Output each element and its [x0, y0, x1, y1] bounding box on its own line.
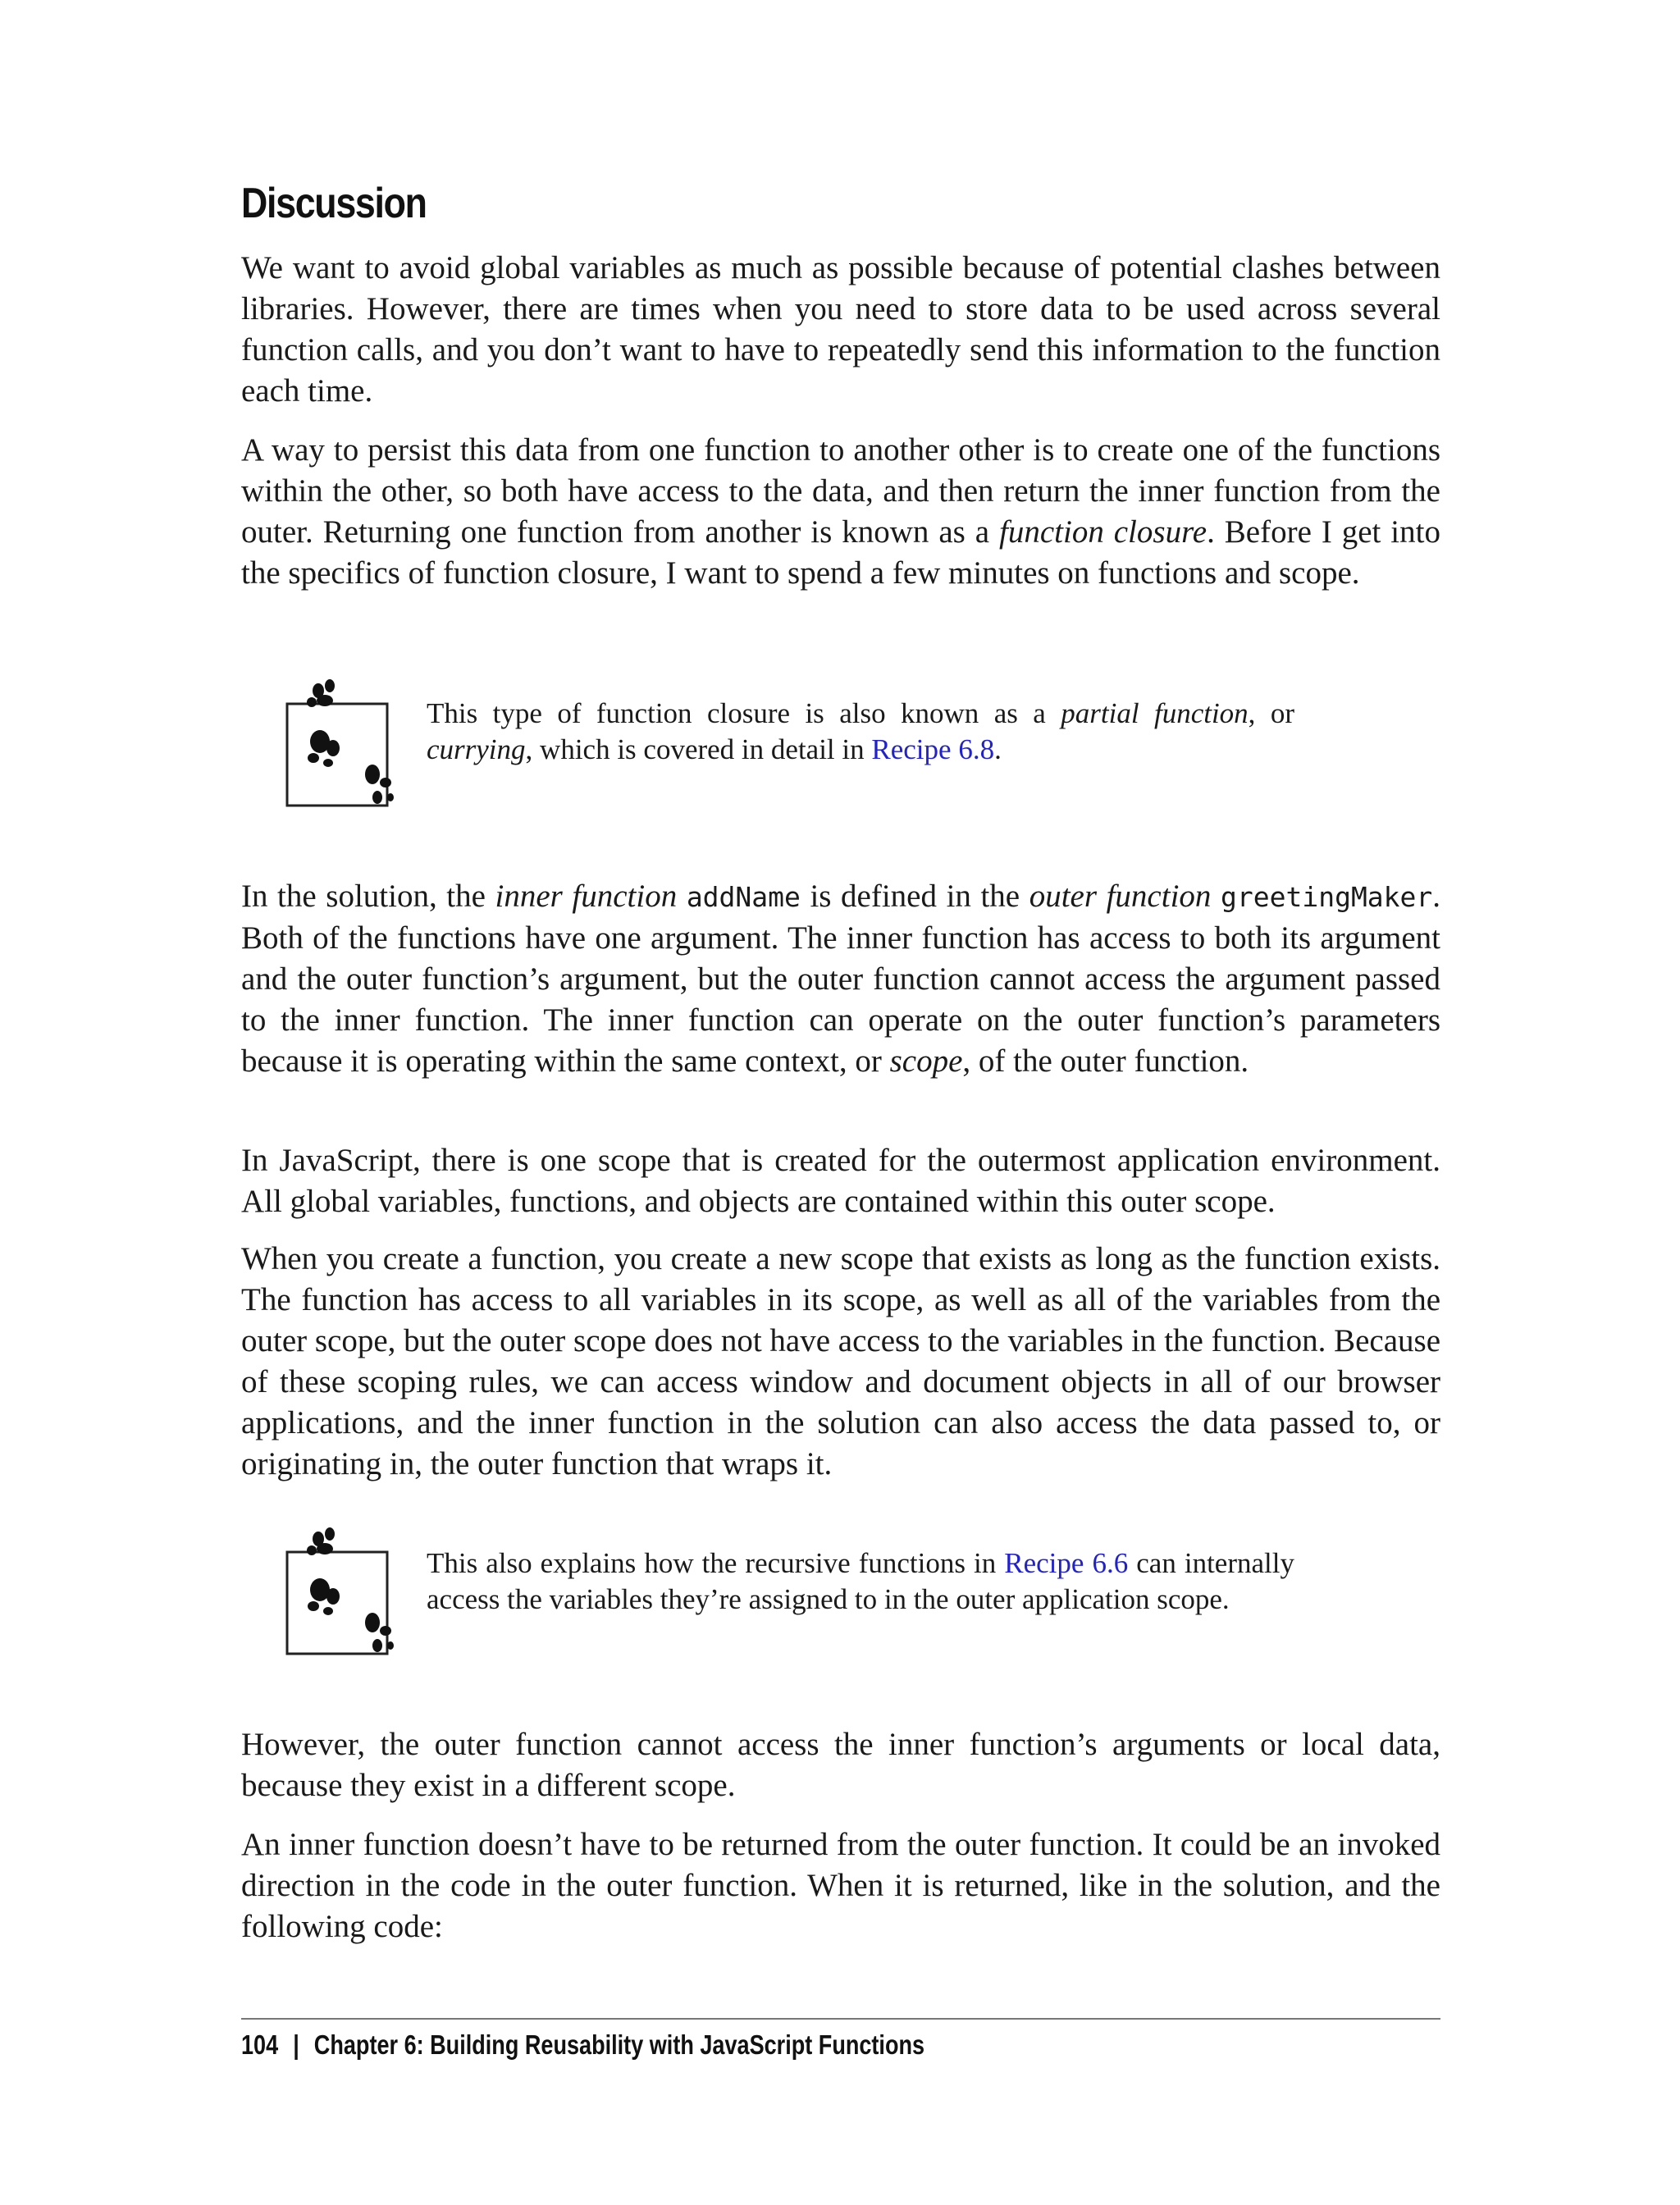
note-1-term-partial-function: partial function [1061, 697, 1249, 729]
paragraph-5: When you create a function, you create a new scope that exists as long as the function exists. The function has access to all variables in its scope, as well as all of the variables from the outer scope, but the outer scope does not have access to the variables in the function. Because of these scoping rules, we can access window and document objects in all of our browser applications, and the inner function in the solution can also access the data passed to, or originating in, the outer function that wraps it. [241, 1241, 1441, 1481]
recipe-6-8-link[interactable]: Recipe 6.8 [871, 733, 995, 765]
page-footer [241, 2029, 924, 2061]
paragraph-3-text-i: , of the outer function. [962, 1043, 1249, 1079]
paragraph-3-space-1 [677, 879, 687, 914]
chapter-title: Chapter 6: Building Reusability with JavaScript Functions [313, 2029, 925, 2060]
note-1-term-currying: currying [427, 733, 526, 765]
tip-paw-print-icon [284, 674, 415, 814]
note-1-text-e: , which is covered in detail in [525, 733, 872, 765]
paragraph-3-term-scope: scope [889, 1043, 963, 1079]
paragraph-7: An inner function doesn’t have to be returned from the outer function. It could be an invoked direction in the code in the outer function. When it is returned, like in the solution, and the following code: [241, 1827, 1440, 1944]
section-title: Discussion [241, 180, 427, 227]
paragraph-2-term: function closure [999, 514, 1208, 550]
note-1-text-f: . [994, 733, 1002, 765]
paragraph-3-term-inner-function: inner function [495, 879, 678, 914]
paragraph-3-term-outer-function: outer function [1029, 879, 1212, 914]
paragraph-1: We want to avoid global variables as much as possible because of potential clashes between libraries. However, there are times when you need to store data to be used across several function calls, and you don’t want to have to repeatedly send this information to the function each time. [241, 250, 1440, 409]
paragraph-4: In JavaScript, there is one scope that is created for the outermost application environment. All global variables, functions, and objects are contained within this outer scope. [241, 1143, 1440, 1219]
paragraph-3-text-d: is defined in the [800, 879, 1029, 914]
paragraph-2-text-a: A way to persist this data from one function to another other is to create one of the functions within the other, so both have access to the data, and then return the inner function from the outer. Returning one function from another is known as a [241, 432, 1440, 550]
tip-paw-print-icon [284, 1522, 415, 1662]
paragraph-3-text-g: . Both of the functions have one argument. The inner function has access to both its argument and the outer function’s argument, but the outer function cannot access the argument passed to the inner function. The inner function can operate on the outer function’s parameters because it is operating within the same context, or [241, 879, 1441, 1079]
note-1-text-a: This type of function closure is also known as a [427, 697, 1061, 729]
paragraph-3-text-a: In the solution, the [241, 879, 495, 914]
footer-separator: | [293, 2029, 299, 2060]
page-number: 104 [241, 2029, 279, 2060]
tip-note-2 [284, 1522, 1293, 1670]
code-addName: addName [686, 881, 801, 913]
paragraph-3-space-2 [1211, 879, 1221, 914]
tip-note-1-text [427, 696, 1294, 768]
note-1-text-c: , or [1248, 697, 1294, 729]
tip-note-1 [284, 674, 1293, 822]
paragraph-6: However, the outer function cannot access the inner function’s arguments or local data, because they exist in a different scope. [241, 1727, 1440, 1803]
note-2-text-b: can internally access the variables they’re assigned to in the outer application scope. [427, 1547, 1294, 1615]
footer-divider [241, 2018, 1440, 2020]
tip-note-2-text [427, 1545, 1294, 1618]
paragraph-3 [241, 876, 1440, 1082]
note-2-text-a: This also explains how the recursive functions in [427, 1547, 1005, 1579]
paragraph-2 [241, 430, 1440, 594]
paragraph-2-text-c: . Before I get into the specifics of function closure, I want to spend a few minutes on functions and scope. [241, 514, 1440, 591]
code-greetingMaker: greetingMaker [1221, 881, 1433, 913]
recipe-6-6-link[interactable]: Recipe 6.6 [1004, 1547, 1129, 1579]
